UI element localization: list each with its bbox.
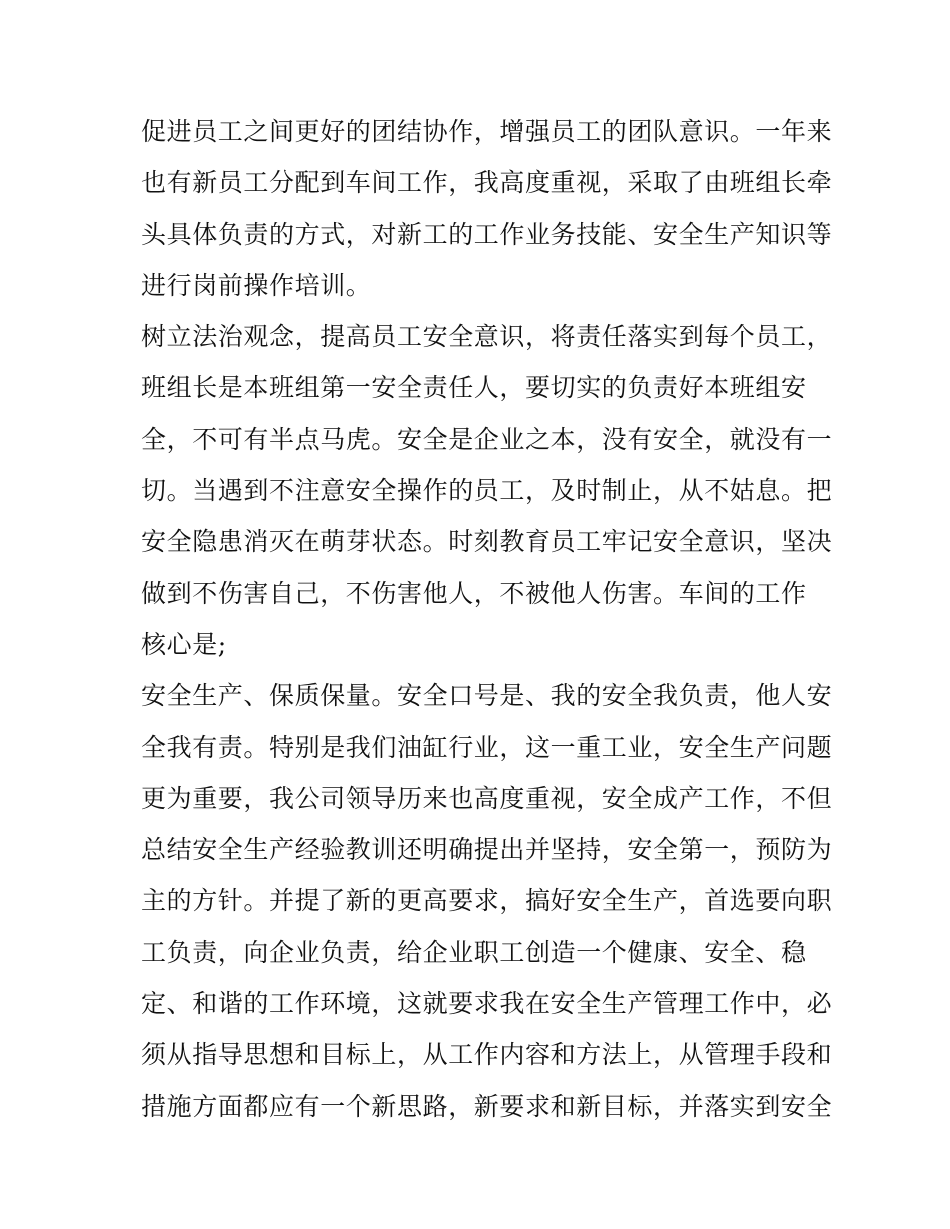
text-line: 做到不伤害自己，不伤害他人，不被他人伤害。车间的工作	[141, 578, 807, 608]
text-line: 全我有责。特别是我们油缸行业，这一重工业，安全生产问题	[141, 732, 833, 762]
text-line: 树立法治观念，提高员工安全意识，将责任落实到每个员工，	[141, 322, 833, 352]
text-line: 核心是;	[141, 629, 227, 659]
text-line: 全，不可有半点马虎。安全是企业之本，没有安全，就没有一	[141, 424, 833, 454]
text-line: 班组长是本班组第一安全责任人，要切实的负责好本班组安	[141, 373, 807, 403]
body-text	[141, 106, 833, 1132]
text-line: 促进员工之间更好的团结协作，增强员工的团队意识。一年来	[141, 117, 833, 146]
text-line: 头具体负责的方式，对新工的工作业务技能、安全生产知识等	[141, 219, 833, 249]
text-line: 主的方针。并提了新的更高要求，搞好安全生产，首选要向职	[141, 886, 833, 916]
text-line: 安全隐患消灭在萌芽状态。时刻教育员工牢记安全意识，坚决	[141, 527, 833, 557]
text-line: 也有新员工分配到车间工作，我高度重视，采取了由班组长牵	[141, 168, 833, 198]
text-line: 总结安全生产经验教训还明确提出并坚持，安全第一，预防为	[141, 835, 833, 865]
text-line: 定、和谐的工作环境，这就要求我在安全生产管理工作中，必	[141, 989, 833, 1019]
text-line: 须从指导思想和目标上，从工作内容和方法上，从管理手段和	[141, 1040, 833, 1070]
text-line: 工负责，向企业负责，给企业职工创造一个健康、安全、稳	[141, 937, 807, 967]
text-line: 切。当遇到不注意安全操作的员工，及时制止，从不姑息。把	[141, 476, 833, 506]
text-line: 安全生产、保质保量。安全口号是、我的安全我负责，他人安	[141, 681, 833, 711]
text-line: 措施方面都应有一个新思路，新要求和新目标，并落实到安全	[141, 1091, 833, 1121]
text-line: 更为重要，我公司领导历来也高度重视，安全成产工作，不但	[141, 783, 833, 813]
text-line: 进行岗前操作培训。	[141, 270, 372, 300]
